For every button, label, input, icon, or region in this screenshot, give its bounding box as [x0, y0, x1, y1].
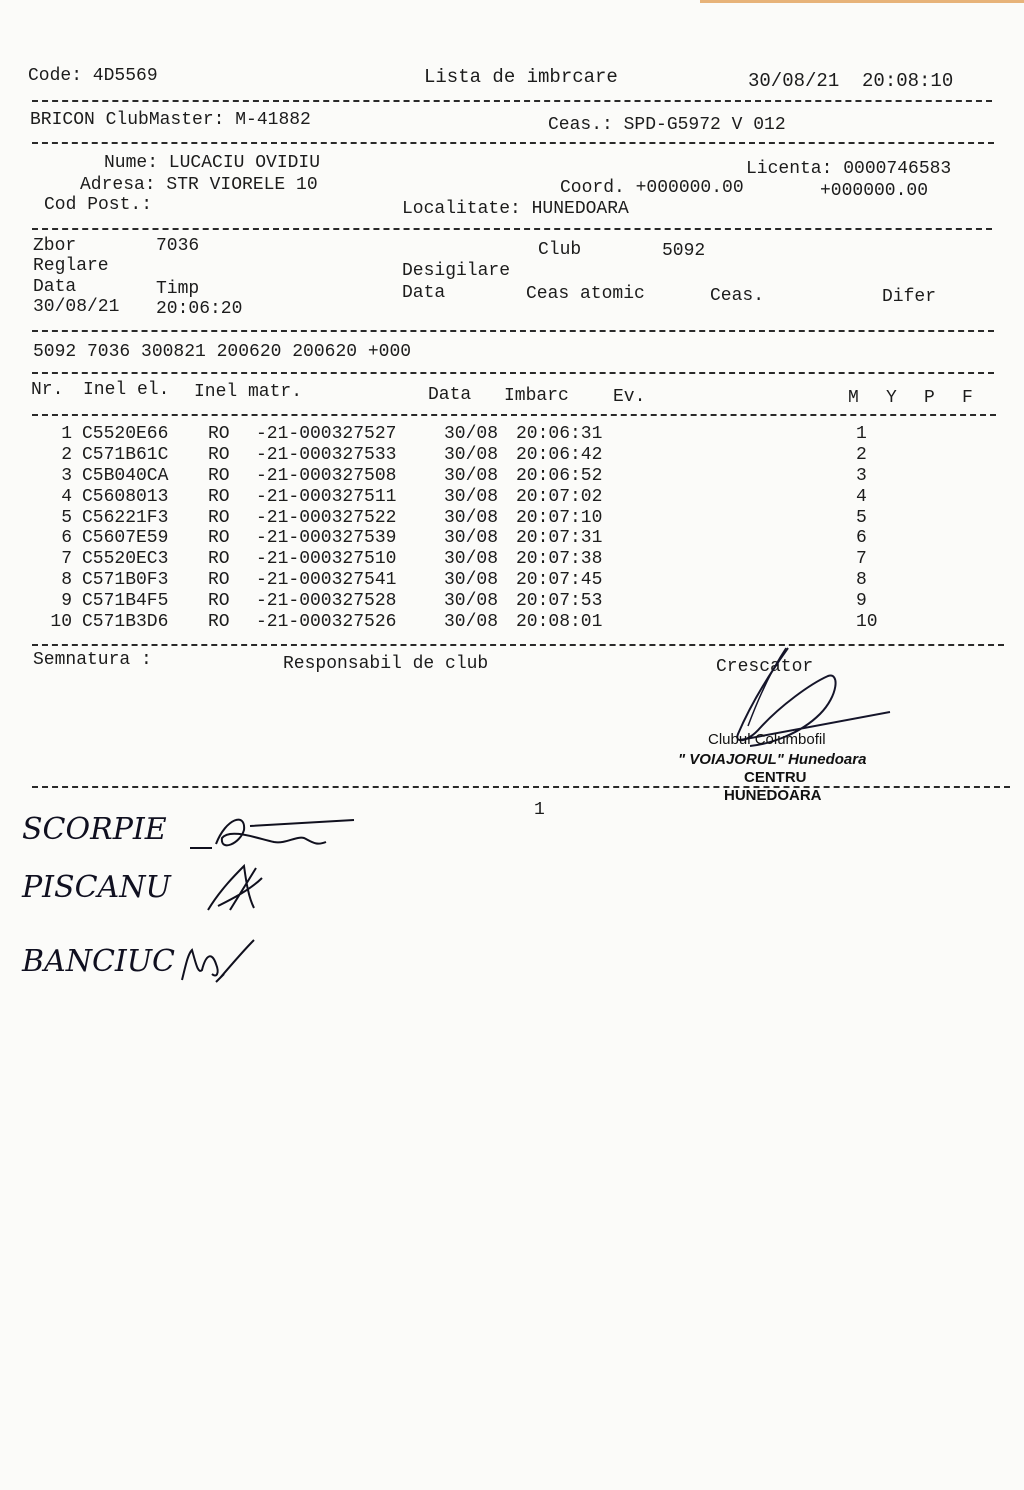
document-title: Lista de imbrcare: [424, 66, 618, 88]
owner-address: Adresa: STR VIORELE 10: [80, 175, 318, 195]
row-nr: 8: [61, 570, 72, 591]
col-f: F: [962, 388, 973, 408]
header-datetime: 30/08/21 20:08:10: [748, 70, 954, 92]
row-country: RO: [208, 486, 230, 507]
row-date: 30/08: [444, 486, 499, 507]
arrival-table: [32, 424, 886, 633]
row-date: 30/08: [444, 570, 499, 591]
divider: [32, 786, 1010, 788]
row-ev: [616, 466, 856, 487]
row-m: 5: [856, 507, 867, 528]
row-time: 20:07:38: [516, 549, 603, 570]
row-inel-matr: -21-000327522: [256, 507, 397, 528]
col-data: Data: [428, 385, 472, 405]
col-y: Y: [886, 388, 897, 408]
handwritten-name-1: SCORPIE: [22, 812, 167, 847]
row-inel-el: C56221F3: [82, 507, 169, 528]
coordinates-2: +000000.00: [820, 181, 929, 201]
row-country: RO: [208, 528, 230, 549]
row-date: 30/08: [444, 465, 499, 486]
paper-edge-mark: [700, 0, 1024, 3]
data2-label: Data: [402, 283, 446, 303]
row-nr: 7: [61, 549, 72, 570]
owner-name: Nume: LUCACIU OVIDIU: [104, 153, 321, 173]
row-time: 20:06:31: [516, 424, 603, 444]
row-inel-matr: -21-000327511: [256, 486, 397, 507]
row-ev: [616, 487, 856, 508]
postal-code: Cod Post.:: [44, 195, 153, 215]
row-inel-el: C5B040CA: [82, 465, 169, 486]
table-row: [32, 591, 886, 612]
table-row: [32, 549, 886, 570]
row-inel-matr: -21-000327510: [256, 549, 397, 570]
row-m: 3: [856, 465, 867, 486]
row-time: 20:07:53: [516, 591, 603, 612]
row-inel-el: C5607E59: [82, 528, 169, 549]
row-m: 4: [856, 486, 867, 507]
table-row: [32, 424, 886, 445]
signature-label: Semnatura :: [33, 650, 152, 670]
row-time: 20:07:10: [516, 507, 603, 528]
timp-value: 20:06:20: [156, 299, 243, 319]
row-time: 20:08:01: [516, 612, 603, 633]
row-date: 30/08: [444, 528, 499, 549]
row-country: RO: [208, 612, 230, 633]
code-line: 5092 7036 300821 200620 200620 +000: [33, 342, 412, 362]
row-inel-matr: -21-000327533: [256, 444, 397, 465]
ceas-label: Ceas.: [710, 286, 765, 306]
row-ev: [616, 612, 856, 633]
divider: [32, 142, 994, 144]
ceas-atomic-label: Ceas atomic: [526, 284, 645, 304]
row-nr: 5: [61, 507, 72, 528]
row-ev: [616, 570, 856, 591]
divider: [32, 414, 996, 416]
row-nr: 9: [61, 591, 72, 612]
row-country: RO: [208, 465, 230, 486]
club-responsible-label: Responsabil de club: [283, 654, 489, 674]
col-m: M: [848, 388, 859, 408]
row-ev: [616, 445, 856, 466]
page-number: 1: [534, 800, 545, 820]
row-inel-matr: -21-000327528: [256, 591, 397, 612]
row-inel-matr: -21-000327526: [256, 612, 397, 633]
col-inel-matr: Inel matr.: [194, 382, 303, 402]
divider: [32, 228, 992, 230]
row-date: 30/08: [444, 424, 499, 444]
divider: [32, 100, 992, 102]
stamp-line-2: " VOIAJORUL" Hunedoara: [678, 751, 867, 768]
row-inel-matr: -21-000327539: [256, 528, 397, 549]
breeder-label: Crescator: [716, 657, 814, 677]
row-ev: [616, 424, 856, 445]
col-p: P: [924, 388, 935, 408]
row-inel-el: C571B61C: [82, 444, 169, 465]
locality: Localitate: HUNEDOARA: [402, 199, 629, 219]
row-country: RO: [208, 444, 230, 465]
row-time: 20:06:52: [516, 465, 603, 486]
row-date: 30/08: [444, 507, 499, 528]
row-inel-el: C5520EC3: [82, 549, 169, 570]
table-row: [32, 445, 886, 466]
row-country: RO: [208, 549, 230, 570]
row-inel-matr: -21-000327527: [256, 424, 397, 444]
row-nr: 1: [61, 424, 72, 444]
row-inel-el: C571B3D6: [82, 612, 169, 633]
timp-label: Timp: [156, 279, 200, 299]
row-nr: 2: [61, 444, 72, 465]
row-m: 6: [856, 528, 867, 549]
zbor-label: Zbor: [33, 236, 77, 256]
handwritten-signature-3: [176, 934, 266, 994]
row-time: 20:07:45: [516, 570, 603, 591]
row-inel-el: C571B4F5: [82, 591, 169, 612]
row-ev: [616, 549, 856, 570]
row-time: 20:06:42: [516, 444, 603, 465]
code-label: Code: 4D5569: [28, 66, 158, 86]
clock-id: Ceas.: SPD-G5972 V 012: [548, 115, 786, 135]
row-ev: [616, 508, 856, 529]
zbor-value: 7036: [156, 236, 200, 256]
handwritten-name-2: PISCANU: [22, 870, 171, 905]
row-inel-el: C571B0F3: [82, 570, 169, 591]
row-country: RO: [208, 570, 230, 591]
stamp-line-1: Clubul Columbofil: [708, 731, 826, 748]
col-inel-el: Inel el.: [83, 380, 170, 400]
row-date: 30/08: [444, 444, 499, 465]
row-nr: 10: [50, 612, 72, 633]
row-ev: [616, 591, 856, 612]
difer-label: Difer: [882, 287, 937, 307]
handwritten-signature-1: [186, 808, 366, 868]
club-label: Club: [538, 240, 582, 260]
data-value: 30/08/21: [33, 297, 120, 317]
handwritten-name-3: BANCIUC: [22, 944, 176, 979]
table-row: [32, 466, 886, 487]
desigilare-label: Desigilare: [402, 261, 511, 281]
col-ev: Ev.: [613, 387, 646, 407]
table-row: [32, 528, 886, 549]
row-m: 2: [856, 444, 867, 465]
row-nr: 6: [61, 528, 72, 549]
row-m: 7: [856, 549, 867, 570]
table-row: [32, 508, 886, 529]
row-inel-el: C5608013: [82, 486, 169, 507]
table-row: [32, 570, 886, 591]
row-country: RO: [208, 507, 230, 528]
row-m: 8: [856, 570, 867, 591]
row-inel-el: C5520E66: [82, 424, 169, 444]
row-date: 30/08: [444, 612, 499, 633]
table-row: [32, 487, 886, 508]
table-row: [32, 612, 886, 633]
data-label: Data: [33, 277, 77, 297]
col-imbarc: Imbarc: [504, 386, 569, 406]
license: Licenta: 0000746583: [746, 159, 952, 179]
coordinates: Coord. +000000.00: [560, 178, 744, 198]
row-inel-matr: -21-000327541: [256, 570, 397, 591]
row-time: 20:07:31: [516, 528, 603, 549]
row-date: 30/08: [444, 549, 499, 570]
clubmaster-id: BRICON ClubMaster: M-41882: [30, 110, 311, 130]
stamp-line-4: HUNEDOARA: [724, 787, 822, 804]
divider: [32, 330, 994, 332]
row-country: RO: [208, 591, 230, 612]
handwritten-signature-2: [200, 860, 280, 920]
row-ev: [616, 528, 856, 549]
reglare-label: Reglare: [33, 256, 109, 276]
row-m: 1: [856, 424, 867, 444]
col-nr: Nr.: [31, 380, 64, 400]
row-date: 30/08: [444, 591, 499, 612]
club-value: 5092: [662, 241, 706, 261]
row-nr: 3: [61, 465, 72, 486]
row-nr: 4: [61, 486, 72, 507]
row-inel-matr: -21-000327508: [256, 465, 397, 486]
stamp-line-3: CENTRU: [744, 769, 807, 786]
row-time: 20:07:02: [516, 486, 603, 507]
row-country: RO: [208, 424, 230, 444]
row-m: 10: [856, 612, 878, 633]
divider: [32, 372, 994, 374]
row-m: 9: [856, 591, 867, 612]
